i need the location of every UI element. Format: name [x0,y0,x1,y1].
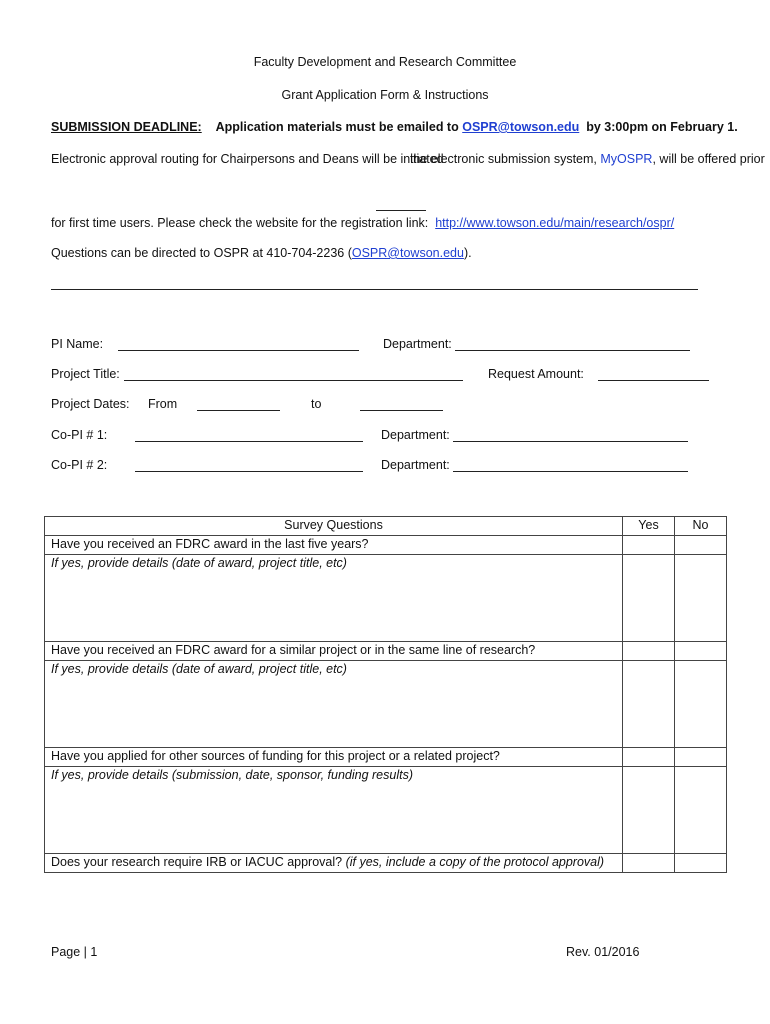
from-label: From [148,397,178,411]
routing-text-a: Electronic approval routing for Chairpersons and Deans will be initiated [51,152,444,166]
project-title-label: Project Title: [51,367,120,381]
committee-title: Faculty Development and Research Committee [253,55,517,69]
q4-no-cell[interactable] [675,854,727,873]
to-label: to [311,397,322,411]
pi-name-field[interactable] [118,350,359,351]
deadline-label: SUBMISSION DEADLINE: [51,120,202,134]
q1-detail-yes-cell [623,555,675,642]
deadline-text: Application materials must be emailed to [215,120,459,134]
q3-yes-cell[interactable] [623,748,675,767]
page-number: Page | 1 [51,945,98,959]
orphan-rule [376,210,426,211]
q1-row [45,536,727,555]
q4-row [45,854,727,873]
q1-no-cell[interactable] [675,536,727,555]
q2-text: Have you received an FDRC award for a similar project or in the same line of research? [45,642,623,661]
q3-detail-row [45,767,727,854]
registration-line [51,216,674,230]
registration-url-link[interactable]: http://www.towson.edu/main/research/ospr/ [435,216,675,230]
q4-note: (if yes, include a copy of the protocol approval) [345,855,605,869]
q2-no-cell[interactable] [675,642,727,661]
q2-detail-yes-cell [623,661,675,748]
deadline-email-link[interactable]: OSPR@towson.edu [462,120,580,134]
department-label-copi2: Department: [381,458,450,472]
date-from-field[interactable] [197,410,280,411]
q3-text: Have you applied for other sources of funding for this project or a related project? [45,748,623,767]
department-label-copi1: Department: [381,428,450,442]
date-to-field[interactable] [360,410,443,411]
copi1-field[interactable] [135,441,363,442]
questions-suffix: ). [463,246,472,260]
pi-name-label: PI Name: [51,337,104,351]
questions-email-link[interactable]: OSPR@towson.edu [351,246,464,260]
q3-no-cell[interactable] [675,748,727,767]
q2-detail-row [45,661,727,748]
q1-text: Have you received an FDRC award in the last five years? [45,536,623,555]
survey-table [44,516,727,873]
request-amount-field[interactable] [598,380,709,381]
request-amount-label: Request Amount: [488,367,584,381]
q3-detail-yes-cell [623,767,675,854]
q4-cell [45,854,623,873]
routing-text-c: , will be offered prior [652,152,765,166]
routing-text-b: the electronic submission system, [410,152,597,166]
q3-detail-no-cell [675,767,727,854]
survey-header-row [45,517,727,536]
q1-detail-row [45,555,727,642]
registration-text: for first time users. Please check the website for the registration link: [51,216,429,230]
department-field-copi2[interactable] [453,471,688,472]
section-divider [51,289,698,290]
deadline-suffix: by 3:00pm on February 1. [586,120,738,134]
yes-header: Yes [623,517,675,536]
no-header: No [675,517,727,536]
q2-detail-no-cell [675,661,727,748]
questions-prefix: Questions can be directed to OSPR at 410-704-2236 ( [51,246,352,260]
copi1-label: Co-PI # 1: [51,428,108,442]
q1-detail[interactable]: If yes, provide details (date of award, project title, etc) [45,555,623,642]
department-field-pi[interactable] [455,350,690,351]
deadline-line [51,120,738,134]
myospr-link[interactable]: MyOSPR [600,152,653,166]
q4-yes-cell[interactable] [623,854,675,873]
project-title-field[interactable] [124,380,463,381]
q1-detail-no-cell [675,555,727,642]
form-title: Grant Application Form & Instructions [281,88,489,102]
q2-yes-cell[interactable] [623,642,675,661]
copi2-label: Co-PI # 2: [51,458,108,472]
revision-label: Rev. 01/2016 [566,945,640,959]
questions-line [51,246,472,260]
q3-detail[interactable]: If yes, provide details (submission, date, sponsor, funding results) [45,767,623,854]
survey-questions-header: Survey Questions [45,517,623,536]
department-field-copi1[interactable] [453,441,688,442]
q1-yes-cell[interactable] [623,536,675,555]
project-dates-label: Project Dates: [51,397,130,411]
q3-row [45,748,727,767]
q2-detail[interactable]: If yes, provide details (date of award, project title, etc) [45,661,623,748]
copi2-field[interactable] [135,471,363,472]
q4-text: Does your research require IRB or IACUC approval? [51,855,343,869]
routing-line-b [410,152,765,166]
q2-row [45,642,727,661]
department-label-pi: Department: [383,337,452,351]
